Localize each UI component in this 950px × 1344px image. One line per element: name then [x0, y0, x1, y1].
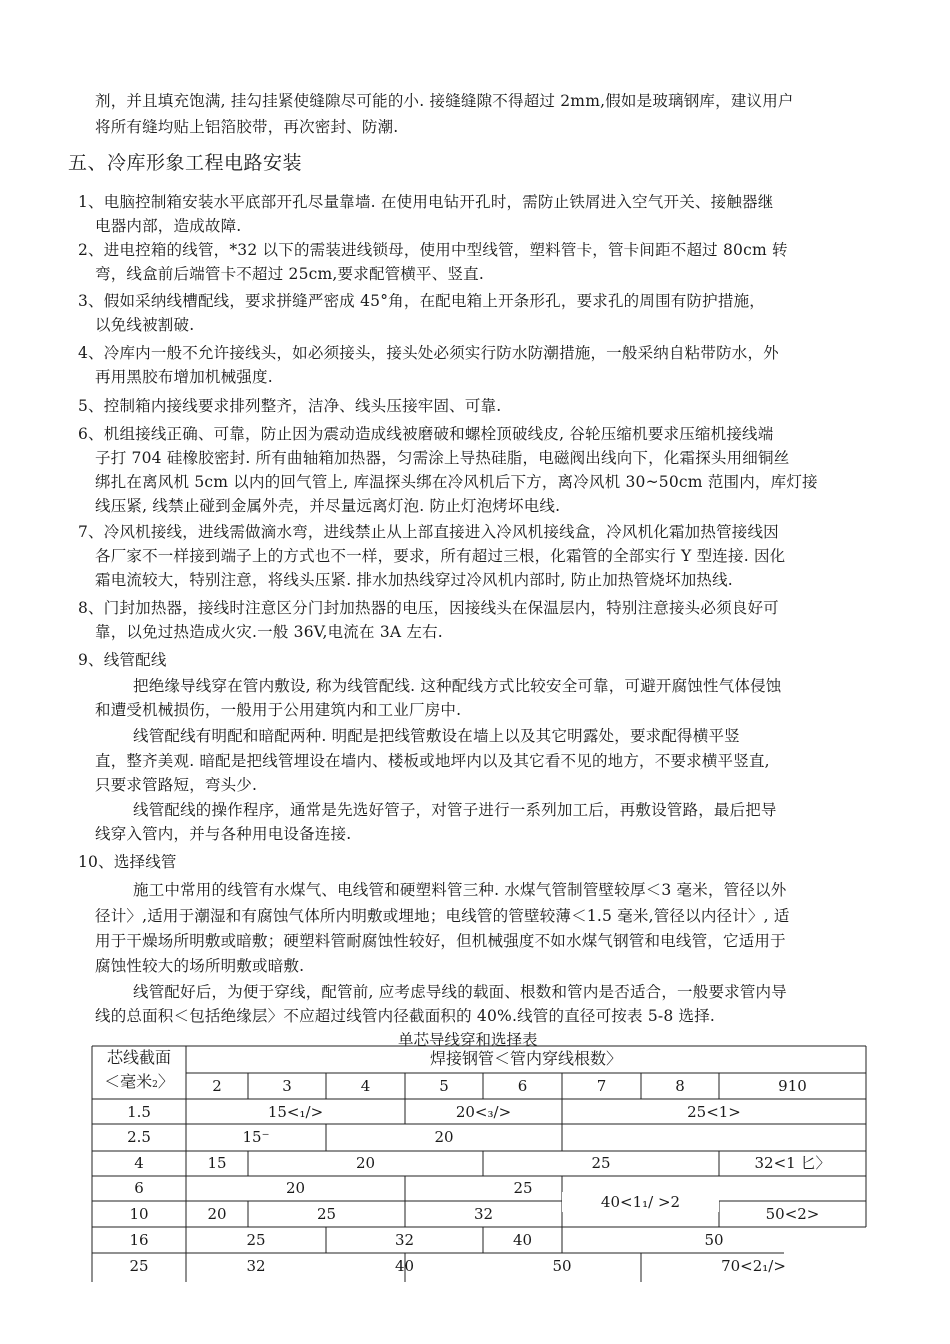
intro-line: 剂，并且填充饱满, 挂勾挂紧使缝隙尽可能的小. 接缝缝隙不得超过 2mm,假如是玻璃钢库，建议用户 [95, 92, 794, 110]
table-size-cell: 2.5 [127, 1128, 151, 1146]
table-head-unit [92, 1072, 186, 1095]
body-line: 用于干燥场所明敷或暗敷；硬塑料管耐腐蚀性较好，但机械强度不如水煤气钢管和电线管，它适用于 [95, 932, 786, 950]
table-cell: 32 [473, 1205, 494, 1223]
section-title: 五、冷库形象工程电路安装 [68, 152, 303, 174]
table-cell: 20 [355, 1154, 376, 1172]
table-cell: 40 [394, 1257, 415, 1275]
table-head-unit-text: ＜毫米 [104, 1072, 153, 1091]
body-line: 子打 704 硅橡胶密封. 所有曲轴箱加热器，匀需涂上导热硅脂，电磁阀出线向下，化霜探头用细铜丝 [95, 449, 790, 467]
table-cell: 20<₃/> [455, 1103, 512, 1121]
table-cell: 32 [394, 1231, 415, 1249]
table-cell: 25 [316, 1205, 337, 1223]
table-head-unit-close: 〉 [157, 1072, 174, 1091]
body-line: 绑扎在离风机 5cm 以内的回气管上, 库温探头绑在冷风机后下方，离冷风机 30~50cm 范围内，库灯接 [95, 473, 818, 491]
table-cell: 50 [552, 1257, 572, 1275]
body-line: 4、冷库内一般不允许接线头，如必须接头，接头处必须实行防水防潮措施，一般采纳自粘带防水，外 [78, 344, 779, 362]
body-line: 靠，以免过热造成火灾.一般 36V,电流在 3A 左右. [95, 623, 443, 641]
body-line: 电器内部，造成故障. [95, 217, 242, 235]
table-cell: 25 [246, 1231, 266, 1249]
table-caption: 单芯导线穿和选择表 [398, 1031, 538, 1049]
body-line: 各厂家不一样接到端子上的方式也不一样，要求，所有超过三根，化霜管的全部实行 Y 型连接. 因化 [95, 547, 786, 565]
body-line: 线压紧, 线禁止碰到金属外壳，并尽量远离灯泡. 防止灯泡烤坏电线. [95, 497, 561, 515]
table-count-header: 4 [360, 1077, 371, 1095]
table-size-cell: 6 [134, 1179, 144, 1197]
body-line: 线管配线有明配和暗配两种. 明配是把线管敷设在墙上以及其它明露处，要求配得横平竖 [133, 727, 740, 745]
body-line: 弯，线盒前后端管卡不超过 25cm,要求配管横平、竖直. [95, 265, 484, 283]
body-line: 10、选择线管 [78, 853, 177, 871]
body-line: 腐蚀性较大的场所明敷或暗敷. [95, 957, 305, 975]
body-line: 7、冷风机接线，进线需做滴水弯，进线禁止从上部直接进入冷风机接线盒，冷风机化霜加热管接线因 [78, 523, 779, 541]
body-line: 6、机组接线正确、可靠，防止因为震动造成线被磨破和螺栓顶破线皮, 谷轮压缩机要求压缩机接线端 [78, 425, 774, 443]
table-cell: 20 [434, 1128, 454, 1146]
body-line: 线管配线的操作程序，通常是先选好管子，对管子进行一系列加工后，再敷设管路，最后把导 [133, 801, 777, 819]
table-count-header: 5 [439, 1077, 449, 1095]
table-cell: 20 [207, 1205, 227, 1223]
table-cell: 25 [513, 1179, 533, 1197]
table-count-header: 2 [212, 1077, 222, 1095]
table-cell: 15<₁/> [267, 1103, 324, 1121]
body-line: 只要求管路短，弯头少. [95, 776, 258, 794]
table-cell: 40<1₁/ >2 [562, 1192, 719, 1212]
body-line: 施工中常用的线管有水煤气、电线管和硬塑料管三种. 水煤气管制管壁较厚＜3 毫米，管径以外 [133, 881, 787, 899]
body-line: 8、门封加热器，接线时注意区分门封加热器的电压，因接线头在保温层内，特别注意接头必须良好可 [78, 599, 779, 617]
body-line: 再用黑胶布增加机械强度. [95, 368, 273, 386]
table-cell: 15⁻ [242, 1128, 270, 1146]
body-line: 3、假如采纳线槽配线，要求拼缝严密成 45°角，在配电箱上开条形孔，要求孔的周围有防护措施， [78, 292, 765, 310]
table-count-header: 910 [778, 1077, 807, 1095]
table-count-header: 6 [517, 1077, 528, 1095]
body-line: 径计〉,适用于潮湿和有腐蚀气体所内明敷或埋地；电线管的管壁较薄＜1.5 毫米,管径以内径计〉, 适 [95, 907, 790, 925]
table-head-size: 芯线截面 [106, 1048, 171, 1067]
table-size-cell: 4 [134, 1154, 144, 1172]
body-line: 以免线被割破. [95, 316, 195, 334]
body-line: 霜电流较大，特别注意，将线头压紧. 排水加热线穿过冷风机内部时, 防止加热管烧坏加热线. [95, 571, 733, 589]
body-line: 和遭受机械损伤，一般用于公用建筑内和工业厂房中. [95, 701, 462, 719]
table-size-cell: 1.5 [127, 1103, 151, 1121]
table-cell: 15 [207, 1154, 227, 1172]
table-head-unit-sub: 2 [152, 1080, 158, 1090]
table-cell: 32 [246, 1257, 266, 1275]
table-cell: 32<1 匕〉 [754, 1154, 831, 1172]
table-size-cell: 10 [129, 1205, 149, 1223]
table-cell: 70<2₁/> [721, 1257, 786, 1275]
table-count-header: 8 [675, 1077, 685, 1095]
table-count-header: 7 [596, 1077, 607, 1095]
table-cell: 40 [512, 1231, 533, 1249]
table-group-header: 焊接钢管＜管内穿线根数〉 [429, 1049, 622, 1068]
intro-line: 将所有缝均贴上铝箔胶带，再次密封、防潮. [95, 118, 399, 136]
body-line: 线的总面积＜包括绝缘层〉不应超过线管内径截面积的 40%.线管的直径可按表 5-8 选择. [95, 1007, 716, 1025]
table-cell: 50 [704, 1231, 724, 1249]
table-size-cell: 16 [129, 1231, 149, 1249]
table-cell: 25 [591, 1154, 611, 1172]
body-line: 9、线管配线 [78, 651, 167, 669]
body-line: 直，整齐美观. 暗配是把线管埋设在墙内、楼板或地坪内以及其它看不见的地方，不要求横平竖直, [95, 752, 770, 770]
body-line: 1、电脑控制箱安装水平底部开孔尽量靠墙. 在使用电钻开孔时，需防止铁屑进入空气开关、接触器继 [78, 193, 774, 211]
body-line: 把绝缘导线穿在管内敷设, 称为线管配线. 这种配线方式比较安全可靠，可避开腐蚀性气体侵蚀 [133, 677, 782, 695]
table-cell: 50<2> [765, 1205, 820, 1223]
table-cell: 20 [285, 1179, 306, 1197]
table-size-cell: 25 [129, 1257, 149, 1275]
body-line: 2、进电控箱的线管，*32 以下的需装进线锁母，使用中型线管，塑料管卡，管卡间距不超过 80cm 转 [78, 241, 788, 259]
body-line: 5、控制箱内接线要求排列整齐，洁净、线头压接牢固、可靠. [78, 397, 502, 415]
body-line: 线穿入管内，并与各种用电设备连接. [95, 825, 352, 843]
body-line: 线管配好后，为便于穿线，配管前, 应考虑导线的载面、根数和管内是否适合，一般要求管内导 [133, 983, 787, 1001]
table-cell: 25<1> [687, 1103, 741, 1121]
table-count-header: 3 [282, 1077, 292, 1095]
